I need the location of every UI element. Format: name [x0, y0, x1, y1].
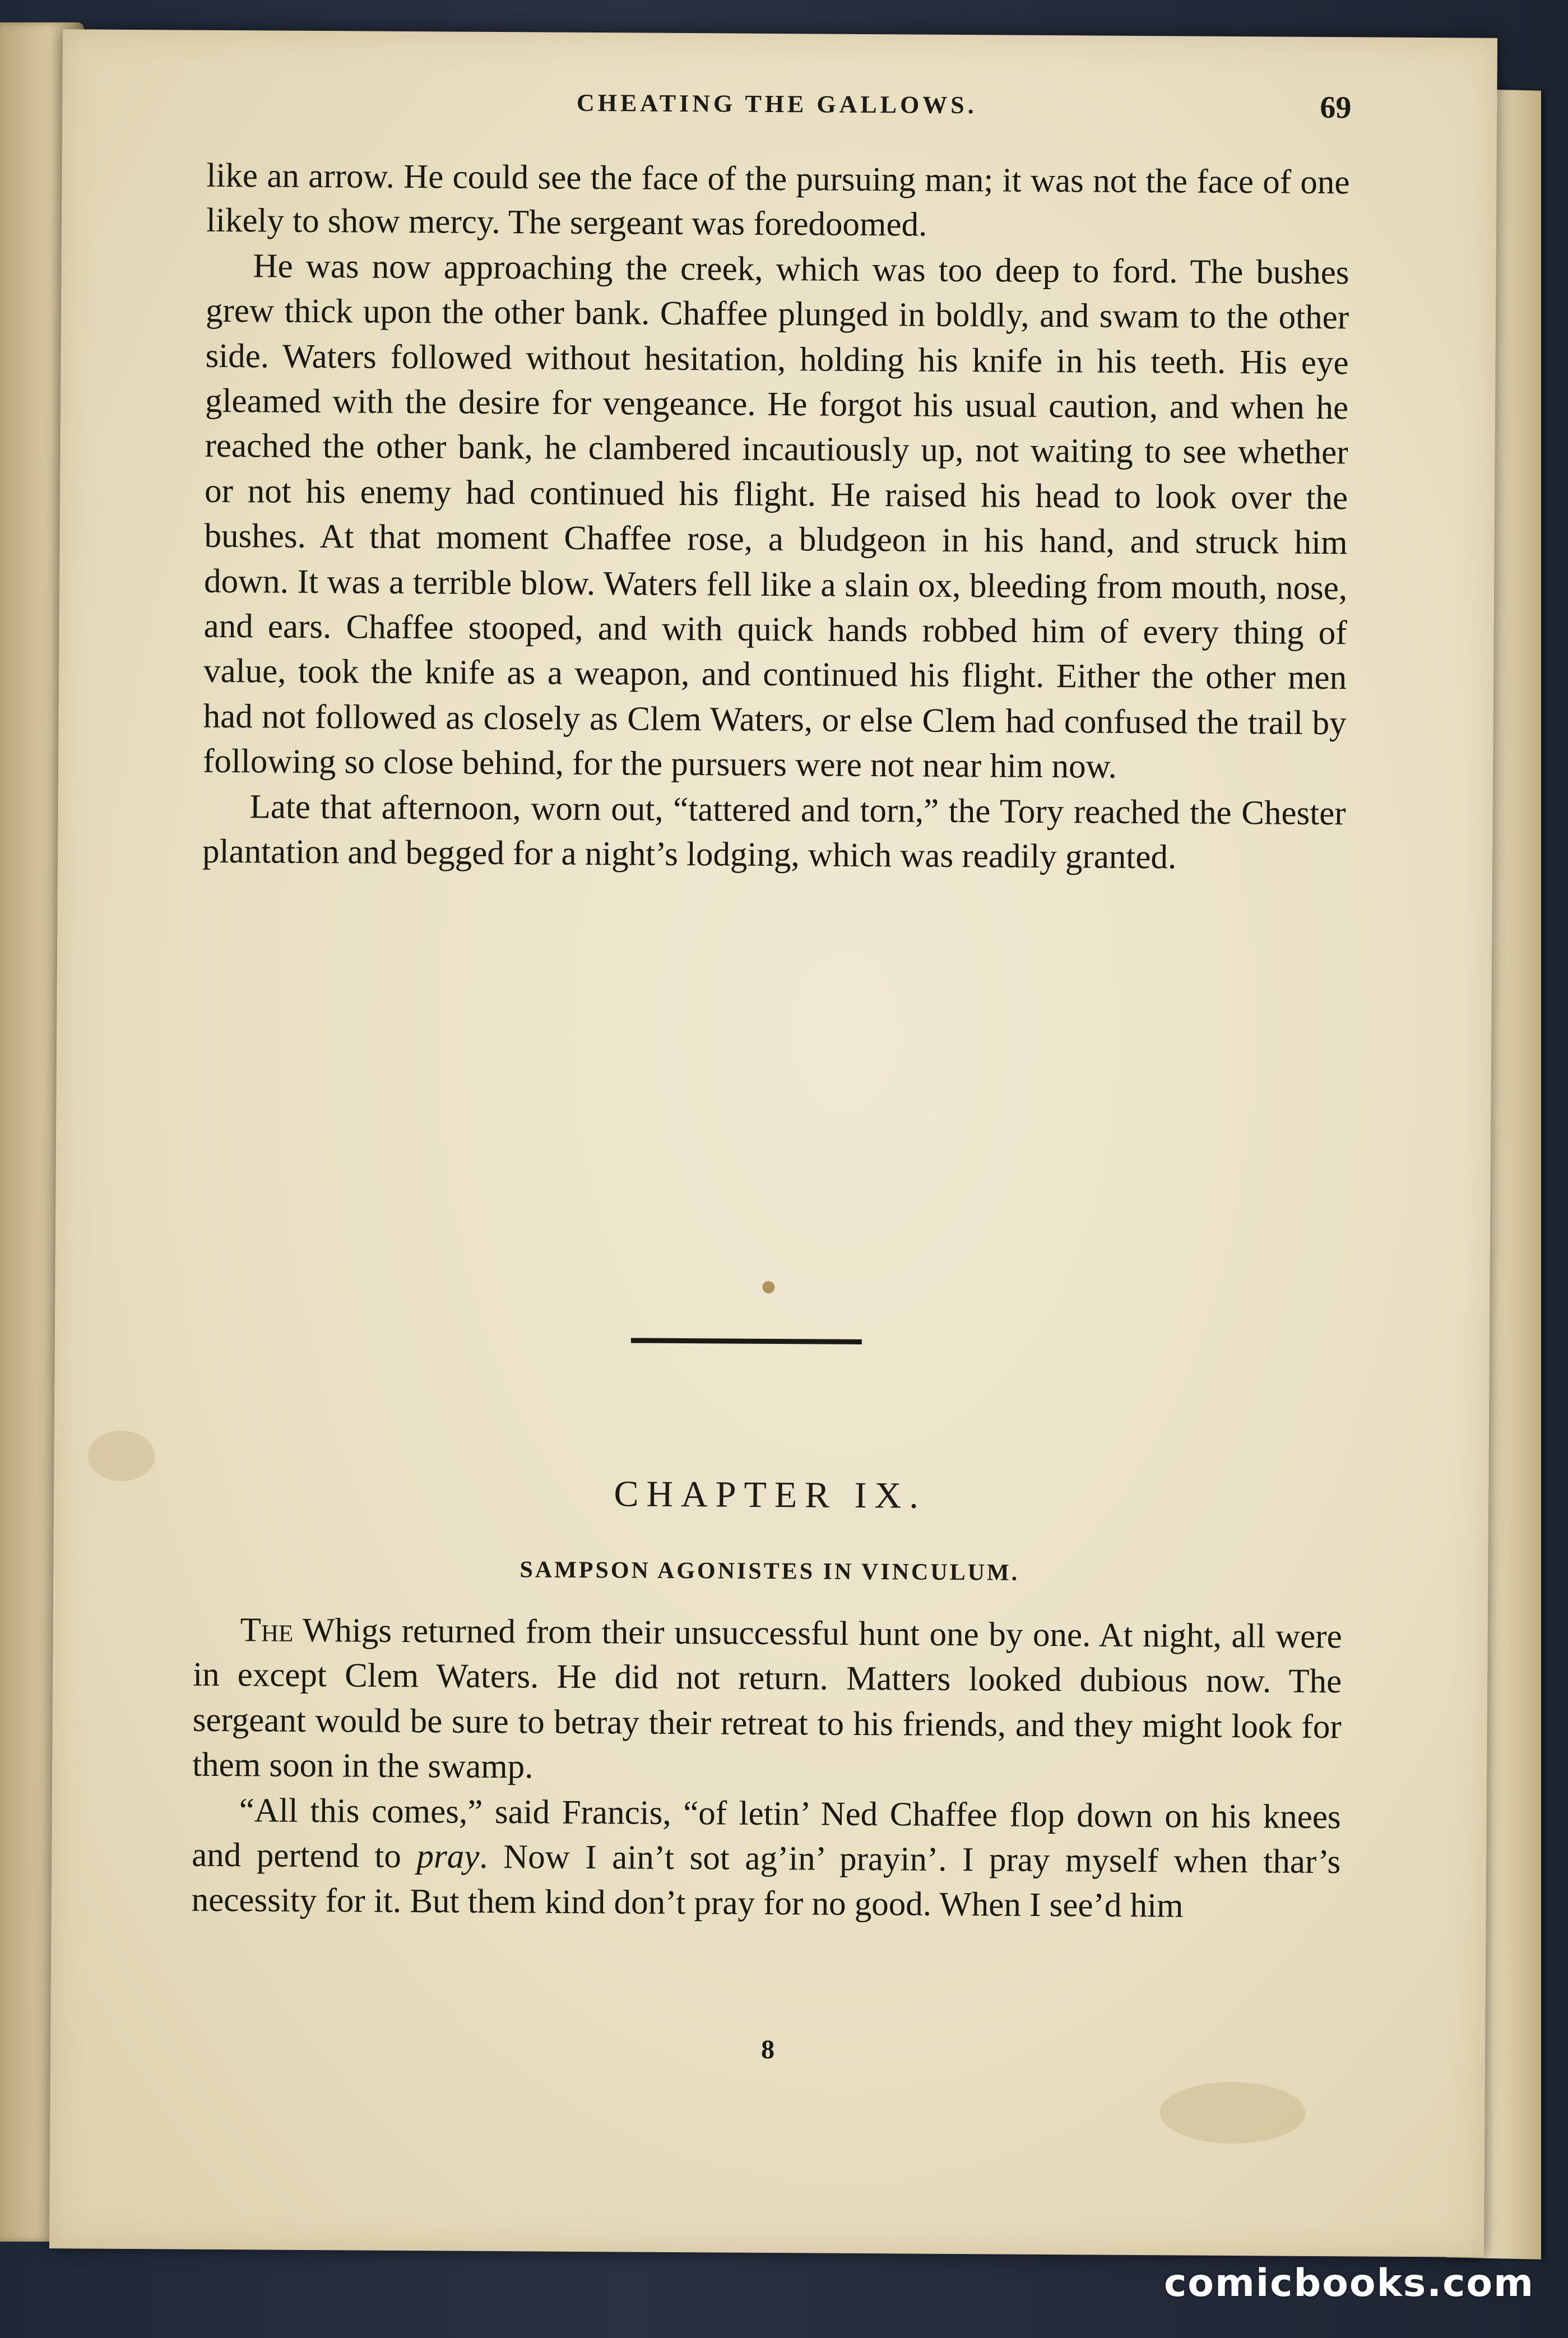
paper-stain — [1159, 2081, 1306, 2144]
book-page — [49, 29, 1497, 2257]
chapter-title: CHAPTER IX. — [614, 1473, 927, 1516]
paragraph-text: “All this comes,” said Francis, “of letin’ Ned Chaffee flop down on his knees and pertend to — [192, 1791, 1341, 1876]
drop-word: The — [240, 1611, 294, 1649]
running-title: CHEATING THE GALLOWS. — [576, 89, 977, 119]
page-number: 69 — [1320, 90, 1352, 126]
ornament-dot — [762, 1281, 774, 1293]
watermark: comicbooks.com — [1163, 2261, 1534, 2305]
paragraph: Late that afternoon, worn out, “tattered and torn,” the Tory reached the Chester plantation and begged for a night’s lodging, which was readily granted. — [202, 787, 1346, 876]
paragraph-text: . Now I ain’t sot ag’in’ prayin’. I pray myself when thar’s necessity for it. But them kind don’t pray for no good. When I see’d him — [191, 1838, 1341, 1925]
paragraph — [191, 1788, 1340, 1930]
section-rule — [631, 1338, 862, 1344]
signature-mark: 8 — [760, 2034, 775, 2065]
paper-stain — [87, 1431, 155, 1482]
chapter-subtitle: SAMPSON AGONISTES IN VINCULUM. — [519, 1557, 1020, 1586]
body-text-top — [202, 154, 1350, 882]
paragraph-text: Whigs returned from their unsuccessful hunt one by one. At night, all were in except Clem Waters. He did not return. Matters looked dubious now. The sergeant would be sure to betray their retreat to his friends, and they might look for them soon in the swamp. — [192, 1611, 1342, 1786]
paragraph: He was now approaching the creek, which was too deep to ford. The bushes grew thick upon the other bank. Chaffee plunged in boldly, and swam to the other side. Waters followed without hesitation, holding his knife in his teeth. His eye gleamed with the desire for vengeance. He forgot his usual caution, and when he reached the other bank, he clambered incautiously up, not waiting to see whether or not his enemy had continued his flight. He raised his head to look over the bushes. At that moment Chaffee rose, a bludgeon in his hand, and struck him down. It was a terrible blow. Waters fell like a slain ox, bleeding from mouth, nose, and ears. Chaffee stooped, and with quick hands robbed him of every thing of value, took the knife as a weapon, and continued his flight. Either the other men had not followed as closely as Clem Waters, or else Clem had confused the trail by following so close behind, for the pursuers were not near him now. — [202, 247, 1349, 786]
paragraph: like an arrow. He could see the face of the pursuing man; it was not the face of one likely to show mercy. The sergeant was foredoomed. — [206, 156, 1350, 244]
paragraph — [192, 1608, 1342, 1795]
emphasis: pray — [416, 1838, 480, 1876]
running-head — [202, 86, 1352, 126]
body-text-bottom — [191, 1608, 1342, 1930]
